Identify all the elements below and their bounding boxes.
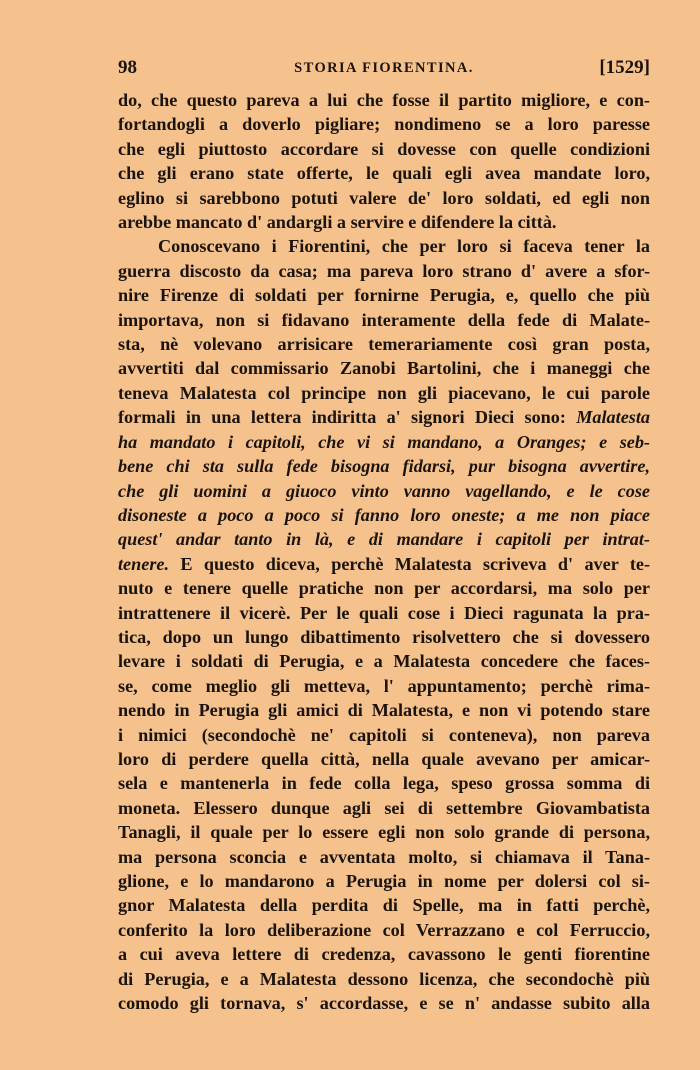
roman-text: intrattenere il vicerè. Per le quali cose i Dieci ragunata la pra-	[118, 602, 650, 623]
roman-text: nendo in Perugia gli amici di Malatesta, e non vi potendo stare	[118, 700, 650, 721]
text-line	[118, 820, 650, 844]
roman-text: avvertiti dal commissario Zanobi Bartolini, che i maneggi che	[118, 358, 650, 379]
roman-text: guerra discosto da casa; ma pareva loro strano d' avere a sfor-	[118, 260, 650, 281]
italic-quote-text: che gli uomini a giuoco vinto vanno vagellando, e le cose	[118, 480, 650, 501]
text-line	[118, 893, 650, 917]
roman-text: che egli piuttosto accordare si dovesse con quelle condizioni	[118, 138, 650, 159]
italic-quote-text: tenere.	[118, 553, 170, 574]
text-line	[118, 479, 650, 503]
text-line	[118, 161, 650, 185]
text-line	[118, 674, 650, 698]
text-line	[118, 649, 650, 673]
roman-text: di Perugia, e a Malatesta dessono licenza, che secondochè più	[118, 968, 650, 989]
roman-text: E questo diceva, perchè Malatesta scriveva d' aver te-	[180, 553, 651, 574]
roman-text: se, come meglio gli metteva, l' appuntamento; perchè rima-	[118, 675, 650, 696]
text-line	[118, 186, 650, 210]
text-line	[118, 283, 650, 307]
text-line	[118, 723, 650, 747]
roman-text: teneva Malatesta col principe non gli piacevano, le cui parole	[118, 382, 650, 403]
text-line	[118, 234, 650, 258]
roman-text: nire Firenze di soldati per fornirne Perugia, e, quello che più	[118, 285, 650, 306]
italic-quote-text: quest' andar tanto in là, e di mandare i capitoli per intrat-	[118, 529, 650, 550]
text-line	[118, 576, 650, 600]
text-line	[118, 869, 650, 893]
text-line	[118, 942, 650, 966]
roman-text: sela e mantenerla in fede colla lega, speso grossa somma di	[118, 773, 650, 794]
text-line	[118, 430, 650, 454]
text-line	[118, 332, 650, 356]
text-line	[118, 796, 650, 820]
text-line	[118, 381, 650, 405]
roman-text: importava, non si fidavano interamente della fede di Malate-	[118, 309, 650, 330]
roman-text: conferito la loro deliberazione col Verrazzano e col Ferruccio,	[118, 919, 650, 940]
italic-quote-text: bene chi sta sulla fede bisogna fidarsi, pur bisogna avvertire,	[118, 456, 650, 477]
roman-text: eglino si sarebbono potuti valere de' loro soldati, ed egli non	[118, 187, 650, 208]
text-line	[118, 259, 650, 283]
text-line	[118, 454, 650, 478]
text-line	[118, 137, 650, 161]
roman-text: a cui aveva lettere di credenza, cavassono le genti fiorentine	[118, 944, 650, 965]
roman-text: Conoscevano i Fiorentini, che per loro si faceva tener la	[158, 236, 650, 257]
roman-text: glione, e lo mandarono a Perugia in nome per dolersi col si-	[118, 871, 650, 891]
text-line	[118, 112, 650, 136]
italic-quote-text: disoneste a poco a poco si fanno loro oneste; a me non piace	[118, 504, 650, 525]
roman-text: ma persona sconcia e avventata molto, si chiamava il Tana-	[118, 846, 650, 867]
text-line	[118, 771, 650, 795]
roman-text: fortandogli a doverlo pigliare; nondimeno se a loro paresse	[118, 114, 650, 135]
roman-text: sta, nè volevano arrisicare temerariamente così gran posta,	[118, 334, 650, 355]
roman-text: moneta. Elessero dunque agli sei di settembre Giovambatista	[118, 797, 650, 818]
text-line	[118, 308, 650, 332]
text-line	[118, 527, 650, 551]
text-line	[118, 625, 650, 649]
italic-quote-text: ha mandato i capitoli, che vi si mandano, a Oranges; e seb-	[118, 431, 650, 452]
roman-text: arebbe mancato d' andargli a servire e difendere la città.	[118, 212, 557, 233]
roman-text: levare i soldati di Perugia, e a Malatesta concedere che faces-	[118, 651, 650, 672]
page-number: 98	[118, 57, 137, 78]
roman-text: nuto e tenere quelle pratiche non per accordarsi, ma solo per	[118, 578, 650, 599]
roman-text: loro di perdere quella città, nella quale avevano per amicar-	[118, 748, 650, 769]
roman-text: tica, dopo un lungo dibattimento risolvettero che si dovessero	[118, 626, 650, 647]
text-line	[118, 601, 650, 625]
roman-text: che gli erano state offerte, le quali egli avea mandate loro,	[118, 163, 650, 184]
text-line	[118, 698, 650, 722]
text-line	[118, 918, 650, 942]
text-line	[118, 503, 650, 527]
text-line	[118, 991, 650, 1015]
roman-text: do, che questo pareva a lui che fosse il partito migliore, e con-	[118, 90, 650, 110]
text-line	[118, 747, 650, 771]
text-line	[118, 88, 650, 112]
roman-text: formali in una lettera indiritta a' signori Dieci sono:	[118, 407, 566, 428]
text-line	[118, 845, 650, 869]
roman-text: Tanagli, il quale per lo essere egli non solo grande di persona,	[118, 822, 650, 843]
roman-text: i nimici (secondochè ne' capitoli si conteneva), non pareva	[118, 724, 650, 745]
running-header	[118, 57, 650, 79]
text-line	[118, 210, 650, 234]
roman-text: gnor Malatesta della perdita di Spelle, ma in fatti perchè,	[118, 895, 650, 916]
text-line	[118, 967, 650, 991]
roman-text: comodo gli tornava, s' accordasse, e se n' andasse subito alla	[118, 993, 650, 1014]
text-line	[118, 405, 650, 429]
running-title: STORIA FIORENTINA.	[294, 60, 474, 76]
header-year: [1529]	[599, 57, 650, 78]
italic-quote-text: Malatesta	[576, 407, 650, 428]
body-text	[118, 88, 650, 1015]
text-line	[118, 356, 650, 380]
text-line	[118, 552, 650, 576]
